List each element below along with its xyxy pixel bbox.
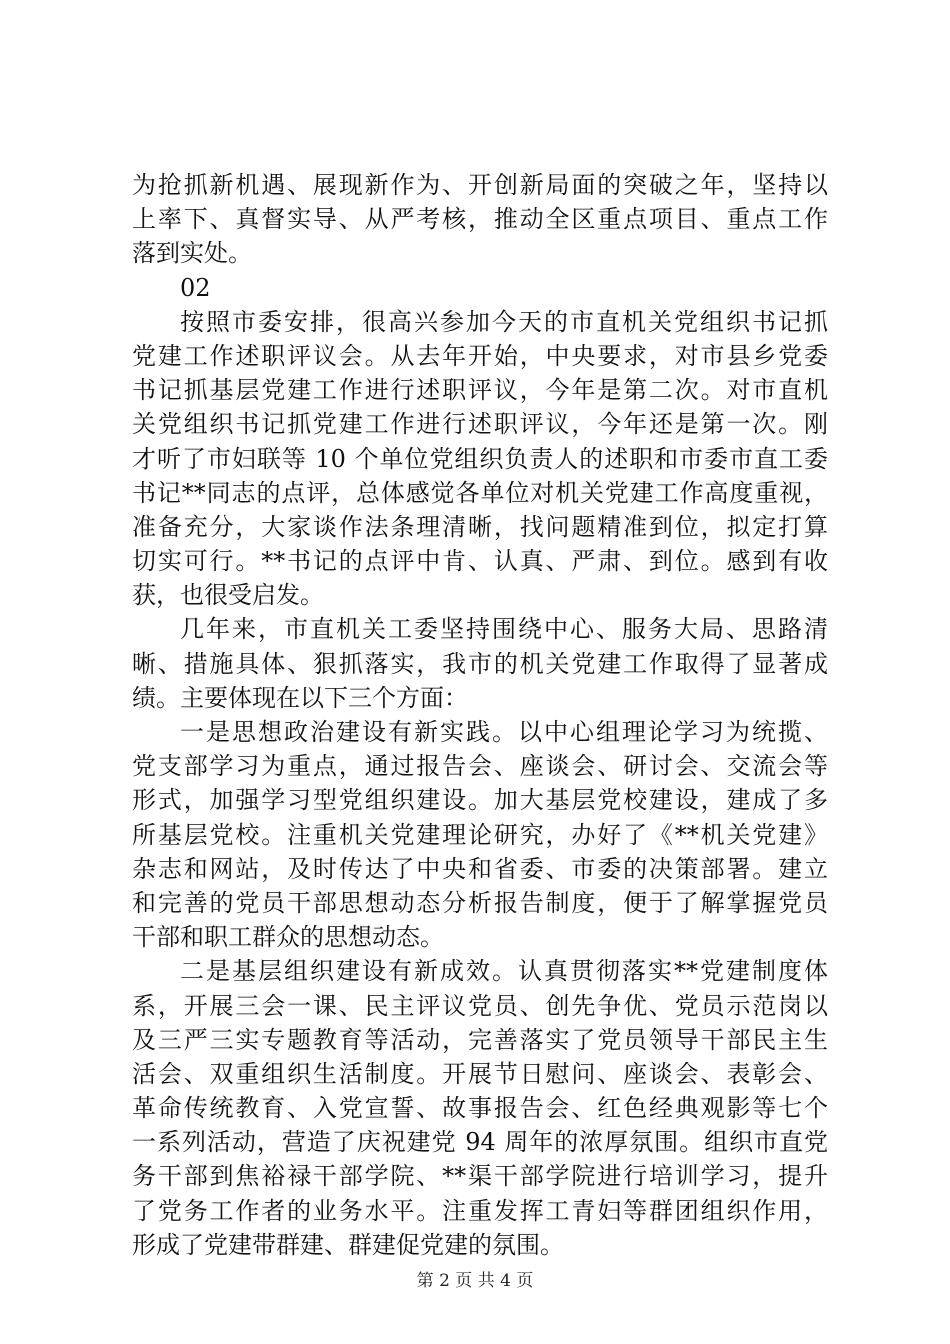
text-line: 革命传统教育、入党宣誓、故事报告会、红色经典观影等七个 <box>132 1094 828 1123</box>
text-line: 了党务工作者的业务水平。注重发挥工青妇等群团组织作用， <box>132 1196 828 1225</box>
text-line: 才听了市妇联等 10 个单位党组织负责人的述职和市委市直工委 <box>132 444 828 473</box>
text-line: 落到实处。 <box>132 239 252 268</box>
text-line: 晰、措施具体、狠抓落实，我市的机关党建工作取得了显著成 <box>132 649 828 678</box>
text-line: 和完善的党员干部思想动态分析报告制度，便于了解掌握党员 <box>132 888 828 917</box>
text-line: 形成了党建带群建、群建促党建的氛围。 <box>132 1230 564 1259</box>
text-line: 党支部学习为重点，通过报告会、座谈会、研讨会、交流会等 <box>132 752 828 781</box>
text-line: 为抢抓新机遇、展现新作为、开创新局面的突破之年，坚持以 <box>132 171 828 199</box>
text-line: 形式，加强学习型党组织建设。加大基层党校建设，建成了多 <box>132 786 828 815</box>
text-line: 党建工作述职评议会。从去年开始，中央要求，对市县乡党委 <box>132 341 828 370</box>
text-line: 一系列活动，营造了庆祝建党 94 周年的浓厚氛围。组织市直党 <box>132 1128 828 1157</box>
document-body <box>132 168 828 1262</box>
text-line: 切实可行。**书记的点评中肯、认真、严肃、到位。感到有收 <box>132 547 828 576</box>
text-line: 所基层党校。注重机关党建理论研究，办好了《**机关党建》 <box>132 820 828 849</box>
text-line: 系，开展三会一课、民主评议党员、创先争优、党员示范岗以 <box>132 991 828 1020</box>
text-line: 关党组织书记抓党建工作进行述职评议，今年还是第一次。刚 <box>132 410 828 439</box>
text-line: 二是基层组织建设有新成效。认真贯彻落实**党建制度体 <box>180 957 828 986</box>
page-footer: 第 2 页 共 4 页 <box>416 1271 534 1291</box>
text-line: 上率下、真督实导、从严考核，推动全区重点项目、重点工作 <box>132 205 828 234</box>
text-line: 按照市委安排，很高兴参加今天的市直机关党组织书记抓 <box>180 307 828 336</box>
text-line: 及三严三实专题教育等活动，完善落实了党员领导干部民主生 <box>132 1025 828 1054</box>
text-line: 一是思想政治建设有新实践。以中心组理论学习为统揽、 <box>180 718 828 746</box>
text-line: 活会、双重组织生活制度。开展节日慰问、座谈会、表彰会、 <box>132 1059 828 1088</box>
text-line: 干部和职工群众的思想动态。 <box>132 923 444 952</box>
text-line: 杂志和网站，及时传达了中央和省委、市委的决策部署。建立 <box>132 854 828 883</box>
text-line: 准备充分，大家谈作法条理清晰，找问题精准到位，拟定打算 <box>132 512 828 541</box>
text-line: 绩。主要体现在以下三个方面： <box>132 683 468 712</box>
text-line: 务干部到焦裕禄干部学院、**渠干部学院进行培训学习，提升 <box>132 1162 828 1191</box>
text-line: 书记**同志的点评，总体感觉各单位对机关党建工作高度重视， <box>132 478 828 507</box>
text-line: 02 <box>180 273 211 302</box>
text-line: 书记抓基层党建工作进行述职评议，今年是第二次。对市直机 <box>132 376 828 405</box>
text-line: 获，也很受启发。 <box>132 581 324 610</box>
text-line: 几年来，市直机关工委坚持围绕中心、服务大局、思路清 <box>180 615 828 644</box>
